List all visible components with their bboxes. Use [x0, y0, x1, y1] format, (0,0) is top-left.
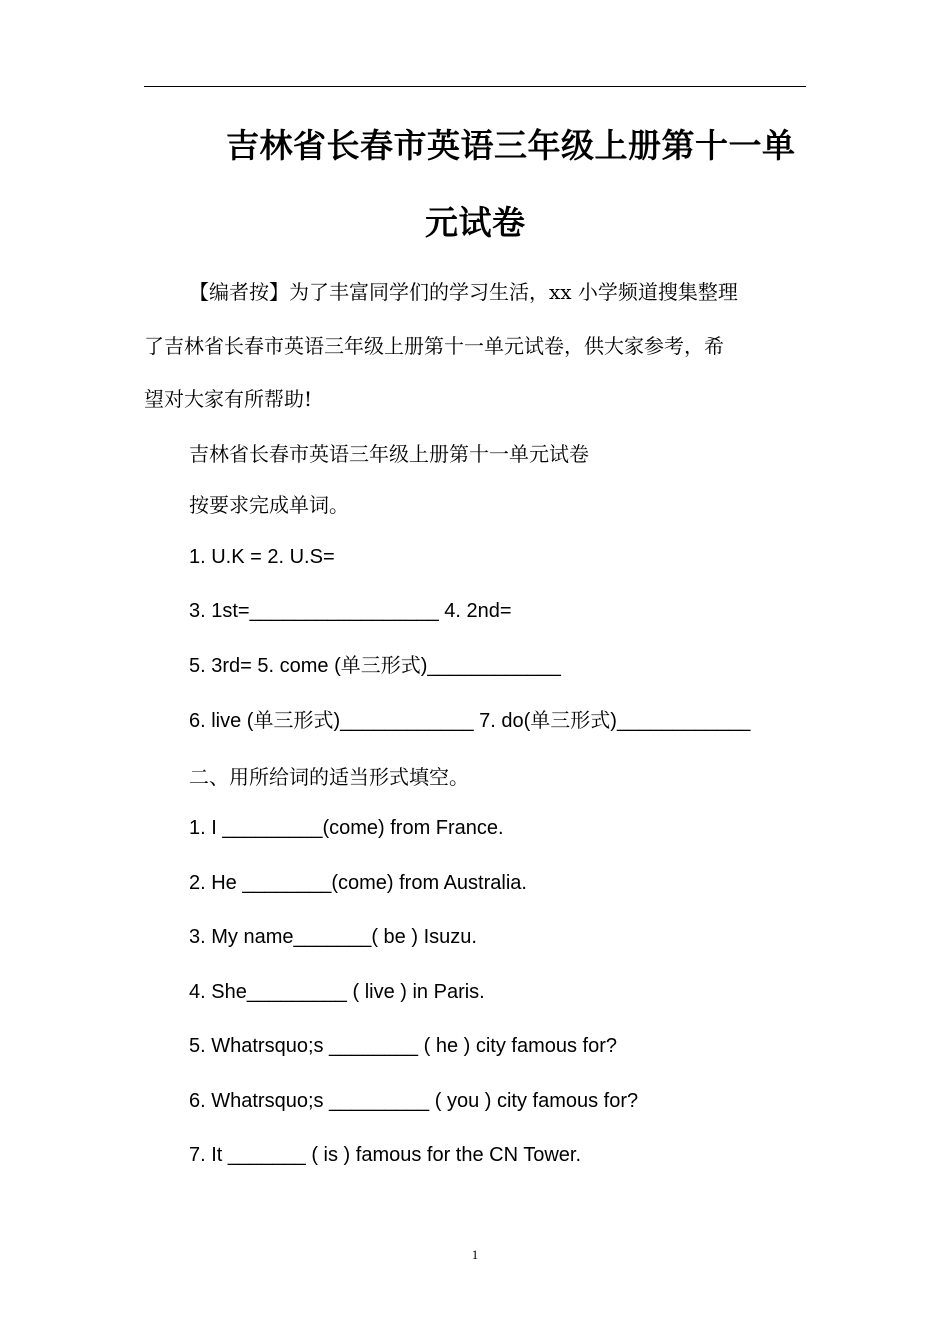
- section-2-item: 3. My name_______( be ) Isuzu.: [189, 926, 477, 948]
- section-1-item: 3. 1st=_________________ 4. 2nd=: [189, 600, 512, 622]
- document-title-line-1: 吉林省长春市英语三年级上册第十一单: [226, 126, 796, 165]
- section-1-item: 6. live (单三形式)____________ 7. do(单三形式)____________: [189, 710, 751, 732]
- section-2-item: 7. It _______ ( is ) famous for the CN Tower.: [189, 1144, 582, 1166]
- section-2-item: 2. He ________(come) from Australia.: [189, 872, 527, 894]
- section-1-item: 5. 3rd= 5. come (单三形式)____________: [189, 655, 561, 677]
- header-rule: [144, 86, 806, 87]
- section-1-item: 1. U.K = 2. U.S=: [189, 546, 335, 568]
- section-2-item: 4. She_________ ( live ) in Paris.: [189, 981, 485, 1003]
- section-2-item: 5. Whatrsquo;s ________ ( he ) city famous for?: [189, 1035, 617, 1057]
- section-2-item: 1. I _________(come) from France.: [189, 817, 504, 839]
- editor-note-line-1: 【编者按】为了丰富同学们的学习生活，xx 小学频道搜集整理: [189, 280, 738, 304]
- section-1-instruction: 按要求完成单词。: [189, 493, 349, 517]
- subtitle: 吉林省长春市英语三年级上册第十一单元试卷: [189, 442, 589, 466]
- editor-note-line-2: 了吉林省长春市英语三年级上册第十一单元试卷，供大家参考，希: [144, 334, 724, 358]
- page-number: 1: [471, 1247, 479, 1262]
- document-title-line-2: 元试卷: [425, 203, 526, 242]
- editor-note-line-3: 望对大家有所帮助!: [144, 387, 313, 411]
- section-2-heading: 二、用所给词的适当形式填空。: [189, 765, 469, 789]
- section-2-item: 6. Whatrsquo;s _________ ( you ) city famous for?: [189, 1090, 639, 1112]
